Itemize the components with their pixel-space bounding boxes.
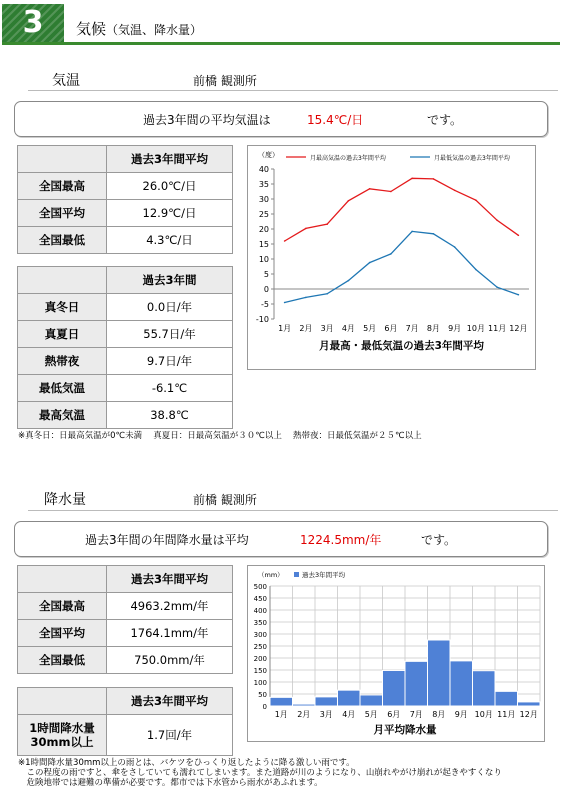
precipitation-heading-underline	[28, 510, 558, 511]
data-point	[475, 199, 477, 201]
precipitation-bar-chart	[248, 566, 544, 741]
x-tick-label: 9月	[454, 710, 468, 719]
row-value: 9.7日/年	[107, 348, 233, 375]
table-row	[18, 173, 233, 200]
data-point	[369, 262, 371, 264]
row-value: 0.0日/年	[107, 294, 233, 321]
table-corner-cell	[18, 566, 107, 593]
row-label: 真冬日	[18, 294, 107, 321]
table-header: 過去3年間平均	[107, 566, 233, 593]
x-tick-label: 10月	[474, 710, 493, 719]
x-tick-label: 12月	[519, 710, 538, 719]
precipitation-heading: 降水量	[44, 492, 86, 508]
y-axis-label: （mm）	[258, 571, 284, 579]
bar	[383, 670, 406, 706]
y-tick-label: 200	[253, 655, 267, 663]
data-point	[411, 178, 413, 180]
table-corner-cell	[18, 146, 107, 173]
row-value: 38.8℃	[107, 402, 233, 429]
row-label: 全国平均	[18, 620, 107, 647]
data-point	[348, 280, 350, 282]
temperature-summary-suffix: です。	[427, 113, 463, 127]
temperature-days-table	[17, 266, 233, 429]
y-tick-label: 5	[263, 270, 269, 279]
row-label: 全国最低	[18, 647, 107, 674]
temperature-summary-prefix: 過去3年間の平均気温は	[143, 113, 271, 127]
table-corner-cell	[18, 688, 107, 715]
y-tick-label: 400	[253, 607, 267, 615]
table-header: 過去3年間	[107, 267, 233, 294]
series-line-2	[285, 231, 519, 302]
data-point	[454, 190, 456, 192]
data-point	[326, 293, 328, 295]
x-tick-label: 4月	[341, 324, 355, 333]
row-label-line1: 1時間降水量	[29, 721, 95, 735]
footnote-line: この程度の雨ですと、傘をさしていても濡れてしまいます。また道路が川のようになり、山崩れやがけ崩れが起きやすくなり	[18, 768, 502, 778]
y-tick-label: 10	[258, 255, 269, 264]
x-tick-label: 2月	[299, 324, 313, 333]
y-tick-label: 35	[258, 180, 269, 189]
row-label: 最低気温	[18, 375, 107, 402]
x-tick-label: 1月	[278, 324, 292, 333]
data-point	[284, 240, 286, 242]
row-value: 12.9℃/日	[107, 200, 233, 227]
y-tick-label: 450	[253, 595, 267, 603]
data-point	[411, 231, 413, 233]
table-row	[18, 593, 233, 620]
temperature-heading-underline	[28, 90, 558, 91]
bar	[450, 661, 473, 706]
x-tick-label: 1月	[274, 710, 288, 719]
x-tick-label: 6月	[387, 710, 401, 719]
row-value: 26.0℃/日	[107, 173, 233, 200]
bar	[360, 695, 383, 706]
row-label: 全国平均	[18, 200, 107, 227]
x-tick-label: 3月	[319, 710, 333, 719]
precipitation-chart-box	[247, 565, 545, 742]
section-divider	[2, 42, 560, 45]
data-point	[454, 246, 456, 248]
y-tick-label: 250	[253, 643, 267, 651]
y-tick-label: 20	[258, 225, 269, 234]
precipitation-average-table	[17, 565, 233, 674]
section-title-main: 気候	[76, 20, 107, 38]
footnote-line: ※1時間降水量30mm以上の雨とは、バケツをひっくり返したように降る激しい雨です。	[18, 758, 355, 768]
y-tick-label: 500	[253, 583, 267, 591]
temperature-summary-value: 15.4℃/日	[307, 113, 364, 127]
table-header: 過去3年間平均	[107, 146, 233, 173]
bar	[518, 702, 541, 706]
table-row	[18, 294, 233, 321]
section-number-badge: 3	[2, 4, 64, 42]
table-row	[18, 200, 233, 227]
section-title-sub: （気温、降水量）	[106, 23, 203, 37]
precipitation-station: 前橋 観測所	[193, 493, 257, 507]
x-tick-label: 7月	[405, 324, 419, 333]
table-row	[18, 227, 233, 254]
temperature-line-chart	[248, 146, 535, 369]
series-line-1	[285, 178, 519, 241]
row-label: 真夏日	[18, 321, 107, 348]
row-label: 全国最高	[18, 593, 107, 620]
x-tick-label: 10月	[466, 324, 485, 333]
table-row	[18, 321, 233, 348]
x-tick-label: 5月	[364, 710, 378, 719]
x-tick-label: 3月	[320, 324, 334, 333]
table-header: 過去3年間平均	[107, 688, 233, 715]
x-tick-label: 11月	[497, 710, 516, 719]
data-point	[475, 269, 477, 271]
row-label: 全国最低	[18, 227, 107, 254]
legend-label: 月最高気温の過去3年間平均	[310, 155, 386, 162]
data-point	[326, 223, 328, 225]
x-tick-label: 8月	[432, 710, 446, 719]
x-tick-label: 11月	[488, 324, 507, 333]
y-tick-label: 100	[253, 679, 267, 687]
row-label	[18, 715, 107, 756]
row-label: 全国最高	[18, 173, 107, 200]
y-tick-label: 40	[258, 165, 269, 174]
row-value: 1764.1mm/年	[107, 620, 233, 647]
data-point	[369, 188, 371, 190]
y-tick-label: 15	[258, 240, 269, 249]
y-tick-label: -5	[261, 300, 269, 309]
row-label: 最高気温	[18, 402, 107, 429]
temperature-heading: 気温	[52, 73, 80, 89]
x-tick-label: 7月	[409, 710, 423, 719]
data-point	[518, 235, 520, 237]
temperature-chart-box	[247, 145, 536, 370]
precipitation-footnote	[18, 758, 502, 788]
y-tick-label: 350	[253, 619, 267, 627]
chart-title: 月最高・最低気温の過去3年間平均	[319, 340, 484, 352]
y-tick-label: 150	[253, 667, 267, 675]
x-tick-label: 12月	[509, 324, 528, 333]
temperature-average-table	[17, 145, 233, 254]
data-point	[496, 220, 498, 222]
bar	[495, 691, 518, 706]
x-tick-label: 2月	[297, 710, 311, 719]
row-value: 1.7回/年	[107, 715, 233, 756]
bar	[293, 704, 316, 706]
x-tick-label: 5月	[363, 324, 377, 333]
data-point	[284, 302, 286, 304]
y-tick-label: 0	[263, 285, 269, 294]
table-row	[18, 715, 233, 756]
precipitation-summary-prefix: 過去3年間の年間降水量は平均	[85, 533, 249, 547]
x-tick-label: 9月	[448, 324, 462, 333]
y-tick-label: -10	[255, 315, 269, 324]
y-tick-label: 50	[258, 691, 267, 699]
data-point	[433, 178, 435, 180]
row-value: 750.0mm/年	[107, 647, 233, 674]
chart-title: 月平均降水量	[373, 724, 437, 736]
data-point	[305, 297, 307, 299]
row-label-line2: 30mm以上	[30, 735, 94, 749]
footnote-line: 危険地帯では避難の準備が必要です。都市では下水管から雨水があふれます。	[18, 778, 323, 788]
legend-label: 月最低気温の過去3年間平均	[434, 155, 510, 162]
x-tick-label: 8月	[426, 324, 440, 333]
y-axis-label: （度）	[258, 151, 279, 159]
x-tick-label: 6月	[384, 324, 398, 333]
bar	[315, 697, 338, 706]
y-tick-label: 30	[258, 195, 269, 204]
precipitation-summary-box	[14, 521, 548, 557]
table-row	[18, 620, 233, 647]
table-row	[18, 647, 233, 674]
data-point	[433, 233, 435, 235]
row-value: 55.7日/年	[107, 321, 233, 348]
data-point	[390, 253, 392, 255]
row-value: -6.1℃	[107, 375, 233, 402]
precipitation-summary-suffix: です。	[421, 533, 457, 547]
y-tick-label: 0	[262, 703, 267, 711]
row-label: 熱帯夜	[18, 348, 107, 375]
bar	[428, 640, 451, 706]
data-point	[496, 286, 498, 288]
table-row	[18, 402, 233, 429]
y-tick-label: 300	[253, 631, 267, 639]
data-point	[348, 200, 350, 202]
temperature-station: 前橋 観測所	[193, 74, 257, 88]
temperature-footnote: ※真冬日：日最高気温が0℃未満 真夏日：日最高気温が３０℃以上 熱帯夜：日最低気温が２５℃以上	[18, 431, 422, 441]
bar	[405, 661, 428, 706]
table-corner-cell	[18, 267, 107, 294]
data-point	[390, 191, 392, 193]
data-point	[305, 228, 307, 230]
bar	[338, 690, 361, 706]
table-row	[18, 348, 233, 375]
bar	[270, 697, 293, 706]
bar	[473, 671, 496, 706]
precipitation-heavy-rain-table	[17, 687, 233, 756]
legend-swatch	[294, 572, 299, 577]
x-tick-label: 4月	[342, 710, 356, 719]
y-tick-label: 25	[258, 210, 269, 219]
row-value: 4963.2mm/年	[107, 593, 233, 620]
legend-label: 過去3年間平均	[302, 571, 346, 579]
row-value: 4.3℃/日	[107, 227, 233, 254]
precipitation-summary-value: 1224.5mm/年	[300, 533, 382, 547]
data-point	[518, 294, 520, 296]
section-title	[76, 18, 202, 39]
temperature-summary-box	[14, 101, 548, 137]
table-row	[18, 375, 233, 402]
